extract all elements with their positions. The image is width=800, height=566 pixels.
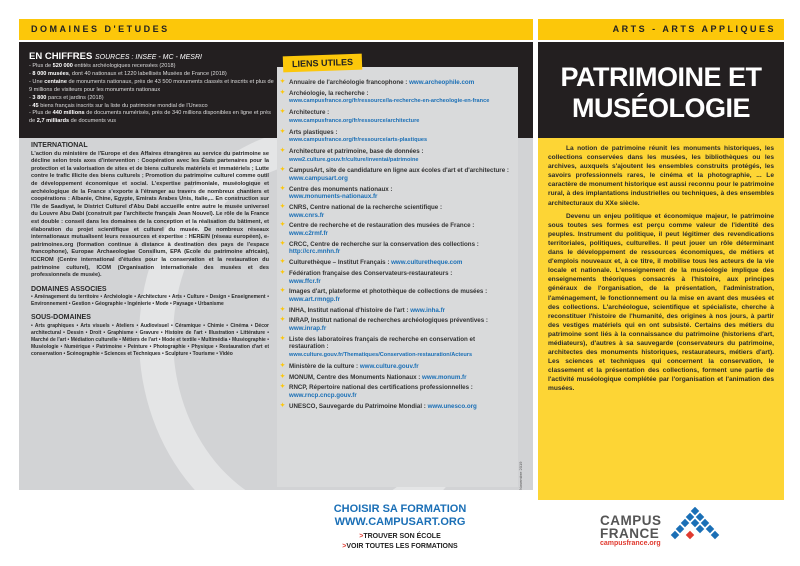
- chiffre-text: - Plus de: [29, 63, 53, 69]
- campusart-link[interactable]: WWW.CAMPUSART.ORG: [334, 516, 466, 528]
- lien-url[interactable]: www.rncp.cncp.gouv.fr: [289, 391, 357, 399]
- chiffre-text: de monuments nationaux, près de 43 500 monuments classés et inscrits et plus de 9 millions de visiteurs pour les monuments nationaux: [29, 78, 274, 93]
- lien-item: [289, 204, 512, 219]
- sous-domaines-text: • Arts graphiques • Arts visuels • Ateliers • Audiovisuel • Céramique • Chimie • Cinéma • Décor architectural • Dessin • Droit • Graphisme • Gravure • Histoire de l'art • Illustration • Littérature • Marché de l'art • Médiation culturelle • Métiers de l'art • Mode et textile • Multimédia • Muséographie • Muséologie • Numérique • Patrimoine • Peinture • Photographie • Physique • Restauration d'art et conservation • Scénographie • Sciences et Techniques • Sculpture • Tourisme • Vidéo: [31, 322, 269, 357]
- lien-url[interactable]: www.culture.gouv.fr: [359, 362, 419, 370]
- chiffre-value: 2,7 milliards: [36, 118, 70, 125]
- lien-url[interactable]: www.monum.fr: [422, 373, 467, 381]
- lien-label: Architecture et patrimoine, base de données :: [289, 147, 424, 155]
- chiffre-item: [29, 95, 274, 103]
- lien-item: [289, 129, 512, 145]
- lien-label: CampusArt, site de candidature en ligne aux écoles d'art et d'architecture :: [289, 167, 509, 175]
- chiffre-value: 520 000: [52, 63, 73, 69]
- lien-url[interactable]: www.campusfrance.org/fr/ressource/la-recherche-en-archeologie-en-france: [289, 98, 490, 105]
- section-header-domaines: DOMAINES D'ETUDES: [19, 19, 533, 40]
- lien-url[interactable]: www.unesco.org: [427, 402, 477, 410]
- lien-item: [289, 259, 512, 267]
- chiffre-text: -: [29, 70, 33, 77]
- lien-url[interactable]: www.monuments-nationaux.fr: [289, 193, 378, 201]
- chiffre-item: [29, 71, 274, 79]
- intro-paragraph: La notion de patrimoine réunit les monuments historiques, les collections conservées dans les musées, les bibliothèques ou les archives, auxquels s'ajoutent les ensembles construits protégés, les savoirs professionnels rares, le cinéma et la photographie, ... Le caractère de monument historique est aussi reconnu pour le patrimoine rural, à des implantations industrielles ou techniques, à des ensembles architecturaux du XXe siècle.: [548, 145, 774, 207]
- cta-block: [300, 503, 500, 551]
- voir-formations-link[interactable]: >VOIR TOUTES LES FORMATIONS: [342, 542, 458, 550]
- lien-url[interactable]: www.inha.fr: [410, 306, 446, 314]
- lien-label: Culturethèque – Institut Français :: [289, 259, 392, 267]
- chiffres-heading: EN CHIFFRES SOURCES : INSEE - MC - MESRI: [29, 51, 202, 62]
- lien-item: [289, 288, 512, 303]
- lien-url[interactable]: www.culture.gouv.fr/Thematiques/Conservation-restauration/Acteurs: [289, 352, 473, 359]
- lien-url[interactable]: www.ffcr.fr: [289, 277, 321, 285]
- lien-item: [289, 384, 512, 399]
- logo-url: campusfrance.org: [600, 540, 661, 547]
- lien-url[interactable]: www.campusfrance.org/fr/ressource/architecture: [289, 117, 420, 124]
- lien-url[interactable]: www.archeophile.com: [409, 79, 475, 86]
- title-panel: [538, 42, 784, 138]
- lien-url[interactable]: www.art.rmngp.fr: [289, 295, 340, 303]
- liens-utiles-heading: LIENS UTILES: [283, 54, 363, 73]
- lien-label: Ministère de la culture :: [289, 362, 360, 370]
- international-section: [31, 142, 269, 358]
- chiffre-text: de documents vus: [69, 118, 117, 125]
- lien-item: [289, 109, 512, 125]
- domaines-associes-heading: DOMAINES ASSOCIES: [31, 285, 107, 293]
- date-label: Novembre 2019: [518, 461, 523, 490]
- section-header-arts: ARTS - ARTS APPLIQUES: [538, 19, 784, 40]
- lien-label: Arts plastiques :: [289, 128, 338, 136]
- chiffre-value: 45: [32, 102, 39, 109]
- chiffres-list: [29, 63, 274, 126]
- international-heading: INTERNATIONAL: [31, 142, 88, 149]
- lien-item: [289, 317, 512, 332]
- lien-url[interactable]: www.inrap.fr: [289, 325, 327, 333]
- logo-word-france: FRANCE: [600, 526, 660, 541]
- lien-url[interactable]: www.campusart.org: [289, 174, 348, 182]
- cta-title: CHOISIR SA FORMATION: [333, 503, 467, 515]
- lien-label: Architecture :: [289, 109, 330, 117]
- page-title-line2: MUSÉOLOGIE: [571, 93, 750, 123]
- lien-label: Liste des laboratoires français de recherche en conservation et restauration :: [289, 335, 476, 351]
- lien-item: [289, 403, 512, 411]
- lien-item: [289, 363, 512, 371]
- lien-item: [289, 186, 512, 201]
- chiffre-item: [29, 79, 274, 95]
- lien-label: Annuaire de l'archéologie francophone :: [289, 79, 410, 86]
- chiffre-text: , dont 40 nationaux et 1220 labellisés Musées de France (2018): [68, 70, 227, 77]
- lien-label: INHA, Institut national d'histoire de l'art :: [289, 306, 411, 314]
- chiffre-value: 3 800: [32, 94, 47, 101]
- lien-label: INRAP, Institut national de recherches archéologiques préventives :: [289, 317, 488, 325]
- lien-item: [289, 148, 512, 164]
- lien-label: UNESCO, Sauvegarde du Patrimoine Mondial :: [289, 402, 428, 410]
- lien-item: [289, 90, 512, 106]
- lien-label: CRCC, Centre de recherche sur la conservation des collections :: [289, 240, 479, 248]
- chiffre-text: entités archéologiques recensées (2018): [72, 63, 176, 69]
- lien-label: Centre de recherche et de restauration des musées de France :: [289, 222, 475, 230]
- international-text: L'action du ministère de l'Europe et des Affaires étrangères au service du patrimoine se décline selon trois axes d'intervention : Coopération avec les États partenaires pour la protection et la valorisation de sites et de biens culturels matériels et immatériels ; Lutte contre le trafic illicite des biens culturels ; Promotion du patrimoine culturel comme outil de développement économique et social. L'expertise patrimoniale, muséologique et archéologique de la France s'exporte à l'étranger au travers de nombreux chantiers et coopérations : Albanie, Chine, Egypte, Emirats Arabes Unis, Italie,... En construction sur l'île de Saadiyat, le District Culturel d'Abu Dabi accueille entre autre le musée universel du Louvre Abu Dabi (construit par l'architecte français Jean Nouvel). Le rôle de la France est double : conseil dans les domaines de la conception et la réalisation du bâtiment, et élaboration du projet scientifique et culturel du musée. De nombreux réseaux internationaux mutualisent leurs ressources et expertise : HEREIN (réseau européen), e-patrimoines.org (formation continue à distance à destination des pays de l'espace francophone), Europae Archaeologiae Consilium, EPA (Ecole du patrimoine africain), ICCROM (Centre international d'études pour la conservation et la restauration du patrimoine culturel), ICOM (Organisation internationale des musées et des professionnels de musée).: [31, 150, 269, 279]
- chiffre-text: biens français inscrits sur la liste du patrimoine mondial de l'Unesco: [38, 102, 208, 109]
- intro-paragraph: Devenu un enjeu politique et économique majeur, le patrimoine sous toutes ses formes est perçu comme valeur de l'identité des peuples. Instrument du politique, il peut légitimer des revendications territoriales, politiques, culturelles. Il peut jouer un rôle déterminant dans le développement de ressources économiques, de métiers et d'emplois nouveaux et, à ce titre, il mobilise tous les acteurs de la vie locale et nationale. L'enseignement de la muséologie implique des enseignements théoriques consacrés à l'histoire, aux principes généraux de l'organisation, de la présentation, l'administration, l'aménagement, le fonctionnement ou la mise en avant des musées et des collections. L'archéologue, scientifique et spécialiste, cherche à reconstituer l'histoire de l'humanité, des origines à nos jours, à partir des vestiges matériels qui en ont subsisté. Certains des métiers du patrimoine sont liés à la connaissance du patrimoine (historiens d'art, médiateurs), d'autres à sa sauvegarde (conservateurs du patrimoine, architectes des monuments historiques, restaurateurs, métiers d'art). Les sciences et techniques qui concernent la conservation, le classement et la présentation des collections, forment une partie de l'activité muséologique complétée par l'organisation et l'animation des musées.: [548, 212, 774, 393]
- lien-label: Archéologie, la recherche :: [289, 89, 369, 97]
- chiffre-text: parcs et jardins (2018): [46, 94, 104, 101]
- lien-label: Centre des monuments nationaux :: [289, 185, 393, 193]
- campus-france-logo: [600, 507, 720, 555]
- chiffre-text: - Une: [29, 78, 45, 85]
- lien-item: [289, 374, 512, 382]
- lien-url[interactable]: www.c2rmf.fr: [289, 230, 328, 237]
- lien-item: [289, 307, 512, 315]
- lien-item: [289, 167, 512, 182]
- sous-domaines-heading: SOUS-DOMAINES: [31, 314, 91, 322]
- chiffre-item: [29, 63, 274, 71]
- lien-item: [289, 241, 512, 256]
- chiffre-text: -: [29, 94, 33, 101]
- chiffre-text: - Plus de: [29, 110, 53, 117]
- lien-label: Images d'art, plateforme et photothèque de collections de musées :: [289, 288, 488, 296]
- lien-item: [289, 270, 512, 285]
- diamond-pyramid-icon: [670, 507, 720, 549]
- lien-label: RNCP, Répertoire national des certifications professionnelles :: [289, 384, 473, 392]
- intro-text: [538, 138, 784, 500]
- trouver-ecole-link[interactable]: >TROUVER SON ÉCOLE: [359, 533, 441, 540]
- chiffre-text: -: [29, 102, 33, 109]
- liens-utiles-box: [277, 67, 518, 487]
- lien-url[interactable]: www2.culture.gouv.fr/culture/inventai/patrimoine: [289, 156, 419, 163]
- lien-label: Fédération française des Conservateurs-restaurateurs :: [289, 269, 453, 277]
- domaines-associes-text: • Aménagement du territoire • Archéologie • Architecture • Arts • Culture • Design • Enseignement • Environnement • Gestion • Géographie • Ingénierie • Mode • Paysage • Urbanisme: [31, 294, 269, 308]
- lien-url[interactable]: www.culturetheque.com: [391, 259, 463, 267]
- chiffre-item: [29, 103, 274, 111]
- lien-item: [289, 79, 512, 87]
- lien-label: CNRS, Centre national de la recherche scientifique :: [289, 204, 443, 212]
- logo-word-campus: CAMPUS: [600, 513, 662, 528]
- chiffre-text: de documents numérisés, près de 340 millions disponibles en ligne et près de: [29, 110, 271, 125]
- lien-url[interactable]: www.campusfrance.org/fr/ressource/arts-plastiques: [289, 137, 428, 144]
- lien-item: [289, 336, 512, 360]
- chiffre-item: [29, 110, 274, 126]
- lien-item: [289, 222, 512, 237]
- lien-url[interactable]: www.cnrs.fr: [289, 211, 325, 219]
- chiffre-value: 440 millions: [52, 110, 85, 117]
- page-title-line1: PATRIMOINE ET: [560, 62, 762, 92]
- lien-url[interactable]: http://crc.mnhn.fr: [289, 248, 341, 256]
- chiffre-value: 8 000 musées: [32, 70, 69, 77]
- chiffre-value: centaine: [44, 78, 67, 85]
- lien-label: MONUM, Centre des Monuments Nationaux :: [289, 373, 423, 381]
